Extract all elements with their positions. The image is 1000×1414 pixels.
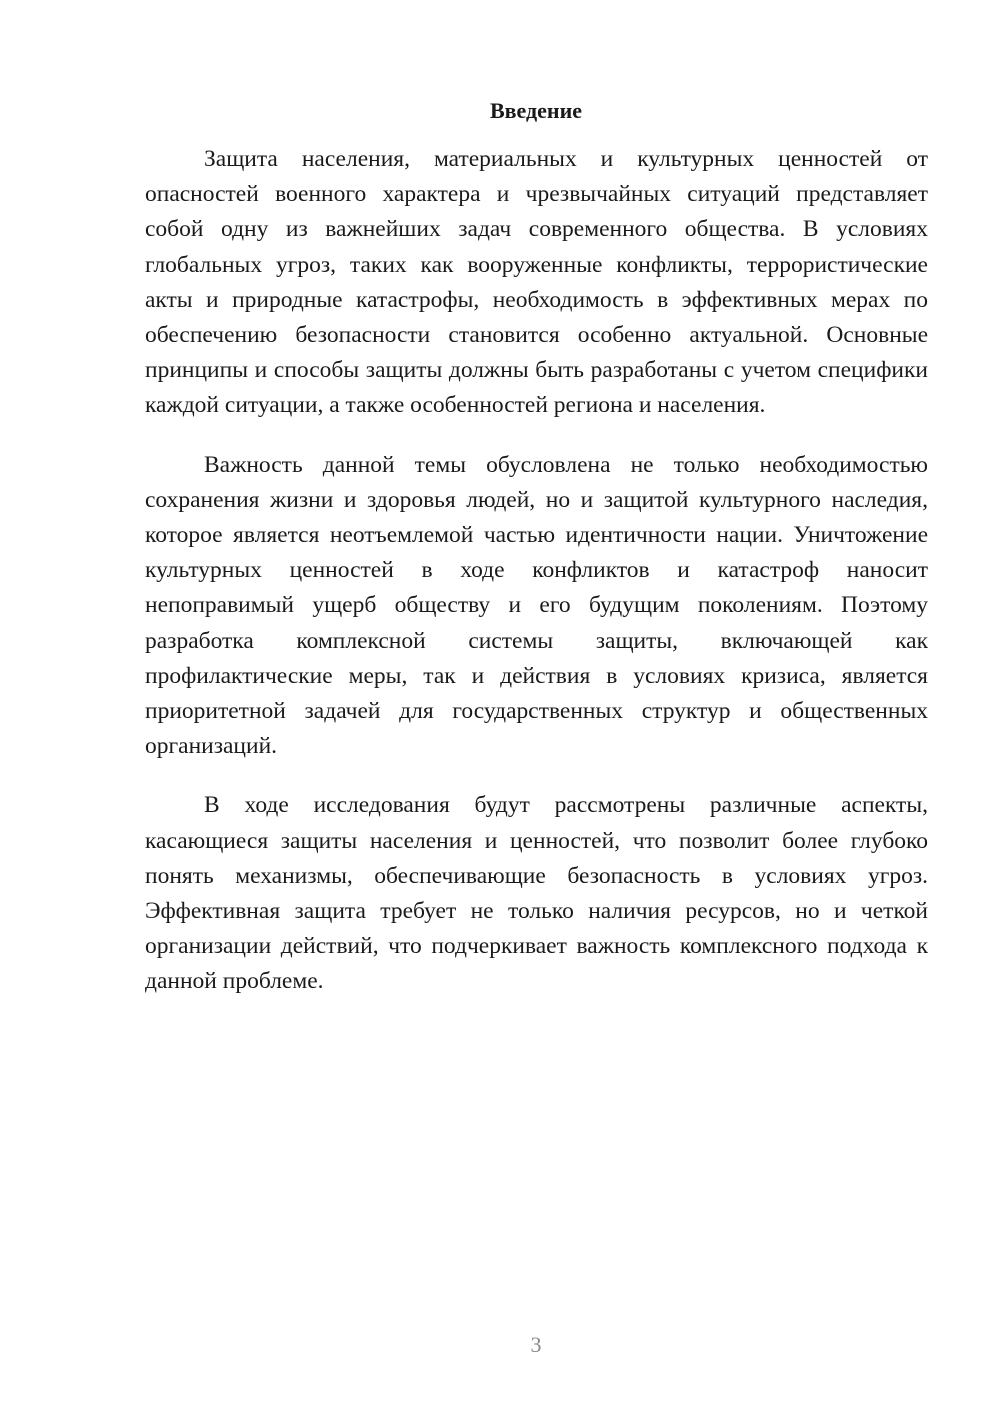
- body-text: [145, 142, 928, 1024]
- page-title: Введение: [489, 98, 583, 123]
- paragraph-3: В ходе исследования будут рассмотрены различные аспекты, касающиеся защиты населения и ценностей, что позволит более глубоко понять механизмы, обеспечивающие безопасность в условиях угроз. Эффективная защита требует не только наличия ресурсов, но и четкой организации действий, что подчеркивает важность комплексного подхода к данной проблеме.: [145, 792, 928, 995]
- paragraph-2: Важность данной темы обусловлена не только необходимостью сохранения жизни и здоровья людей, но и защитой культурного наследия, которое является неотъемлемой частью идентичности нации. Уничтожение культурных ценностей в ходе конфликтов и катастроф наносит непоправимый ущерб обществу и его будущим поколениям. Поэтому разработка комплексной системы защиты, включающей как профилактические меры, так и действия в условиях кризиса, является приоритетной задачей для государственных структур и общественных организаций.: [145, 451, 928, 760]
- page-number: 3: [530, 1332, 542, 1357]
- paragraph-1: Защита населения, материальных и культурных ценностей от опасностей военного характера и чрезвычайных ситуаций представляет собой одну из важнейших задач современного общества. В условиях глобальных угроз, таких как вооруженные конфликты, террористические акты и природные катастрофы, необходимость в эффективных мерах по обеспечению безопасности становится особенно актуальной. Основные принципы и способы защиты должны быть разработаны с учетом специфики каждой ситуации, а также особенностей региона и населения.: [145, 146, 928, 419]
